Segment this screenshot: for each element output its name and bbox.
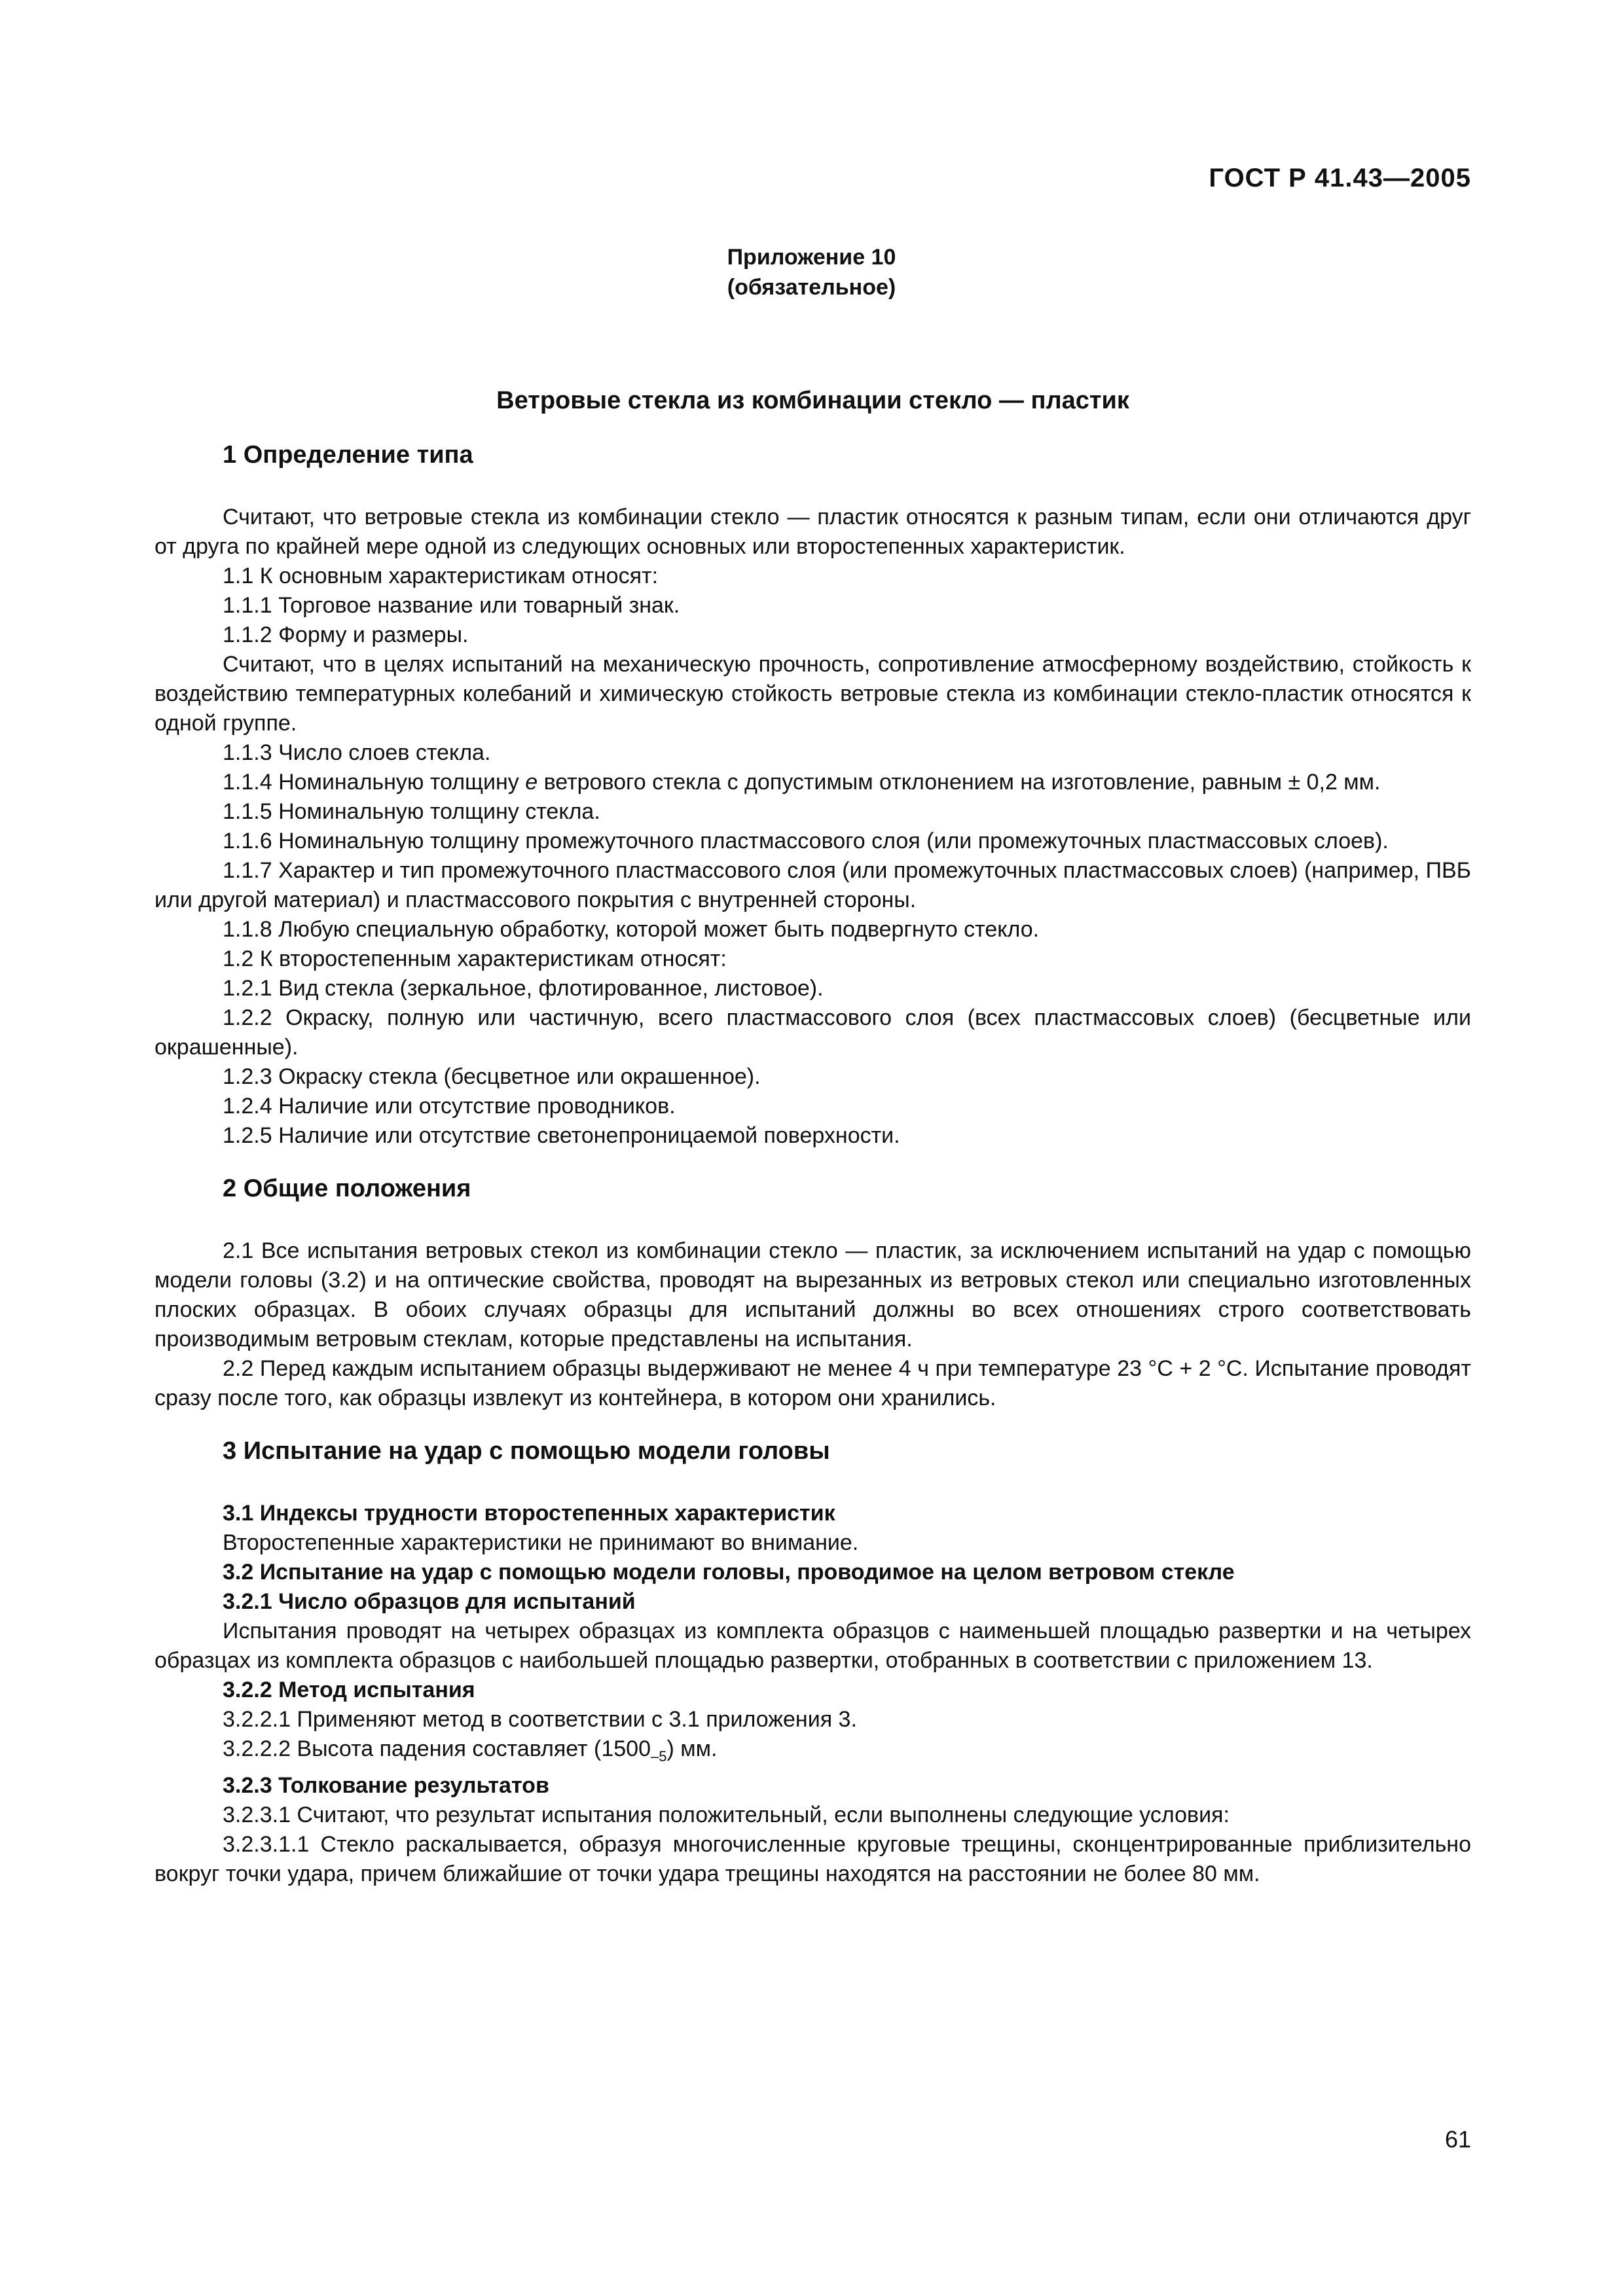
paragraph: 1.2 К второстепенным характеристикам относят: <box>223 946 727 971</box>
document-body <box>155 386 1471 1889</box>
paragraph: 2.2 Перед каждым испытанием образцы выдерживают не менее 4 ч при температуре 23 °С + 2 °С. Испытание проводят сразу после того, как образцы извлекут из контейнера, в котором они хранились. <box>155 1356 1471 1410</box>
text-run: ) мм. <box>666 1736 718 1761</box>
paragraph: 1.2.5 Наличие или отсутствие светонепроницаемой поверхности. <box>223 1123 900 1148</box>
section-2-heading: 2 Общие положения <box>223 1175 471 1202</box>
subsection-heading: 3.2.3 Толкование результатов <box>223 1773 549 1798</box>
paragraph: Испытания проводят на четырех образцах из комплекта образцов с наименьшей площадью развертки и на четырех образцах из комплекта образцов с наибольшей площадью развертки, отобранных в соответствии с приложением 13. <box>155 1619 1471 1673</box>
paragraph: Второстепенные характеристики не принимают во внимание. <box>223 1530 859 1555</box>
text-run: 3.2.2.2 Высота падения составляет (1500 <box>223 1736 651 1761</box>
thickness-symbol: е <box>525 770 538 795</box>
paragraph: Считают, что ветровые стекла из комбинации стекло — пластик относятся к разным типам, если они отличаются друг от друга по крайней мере одной из следующих основных или второстепенных характеристик. <box>155 505 1471 559</box>
paragraph: 1.1.8 Любую специальную обработку, которой может быть подвергнуто стекло. <box>223 917 1040 942</box>
paragraph: 1.2.1 Вид стекла (зеркальное, флотированное, листовое). <box>223 976 824 1001</box>
paragraph <box>155 768 1471 797</box>
subsection-heading: 3.2 Испытание на удар с помощью модели головы, проводимое на целом ветровом стекле <box>223 1560 1235 1585</box>
paragraph: 2.1 Все испытания ветровых стекол из комбинации стекло — пластик, за исключением испытаний на удар с помощью модели головы (3.2) и на оптические свойства, проводят на вырезанных из ветровых стекол или специально изготовленных плоских образцах. В обоих случаях образцы для испытаний должны во всех отношениях строго соответствовать производимым ветровым стеклам, которые представлены на испытания. <box>155 1238 1471 1352</box>
standard-designation: ГОСТ Р 41.43—2005 <box>1209 164 1471 192</box>
subsection-heading: 3.2.1 Число образцов для испытаний <box>223 1589 636 1614</box>
appendix-heading <box>0 242 1623 302</box>
paragraph: 1.1.6 Номинальную толщину промежуточного пластмассового слоя (или промежуточных пластмассовых слоев). <box>223 829 1389 853</box>
paragraph: 3.2.2.1 Применяют метод в соответствии с 3.1 приложения 3. <box>223 1707 857 1732</box>
page-number: 61 <box>1444 2126 1471 2153</box>
paragraph: 1.1.5 Номинальную толщину стекла. <box>223 799 600 824</box>
paragraph: 1.1.1 Торговое название или товарный знак. <box>223 593 680 618</box>
document-title: Ветровые стекла из комбинации стекло — пластик <box>496 387 1129 414</box>
section-1-heading: 1 Определение типа <box>223 441 473 469</box>
appendix-status: (обязательное) <box>727 275 896 300</box>
section-3-heading: 3 Испытание на удар с помощью модели головы <box>223 1437 830 1465</box>
subsection-heading: 3.2.2 Метод испытания <box>223 1677 475 1702</box>
appendix-label: Приложение 10 <box>727 245 896 270</box>
paragraph: 3.2.3.1 Считают, что результат испытания положительный, если выполнены следующие условия: <box>223 1803 1230 1827</box>
paragraph: 1.1.3 Число слоев стекла. <box>223 740 491 765</box>
paragraph: 1.2.4 Наличие или отсутствие проводников. <box>223 1094 676 1119</box>
paragraph <box>155 1734 1471 1771</box>
paragraph: 1.2.3 Окраску стекла (бесцветное или окрашенное). <box>223 1064 761 1089</box>
paragraph: 1.1.7 Характер и тип промежуточного пластмассового слоя (или промежуточных пластмассовых слоев) (например, ПВБ или другой материал) и пластмассового покрытия с внутренней стороны. <box>155 858 1471 912</box>
paragraph: 1.2.2 Окраску, полную или частичную, всего пластмассового слоя (всех пластмассовых слоев) (бесцветные или окрашенные). <box>155 1005 1471 1060</box>
paragraph: Считают, что в целях испытаний на механическую прочность, сопротивление атмосферному воздействию, стойкость к воздействию температурных колебаний и химическую стойкость ветровые стекла из комбинации стекло-пластик относятся к одной группе. <box>155 652 1471 736</box>
subsection-heading: 3.1 Индексы трудности второстепенных характеристик <box>223 1501 835 1526</box>
text-run: 1.1.4 Номинальную толщину <box>223 770 526 795</box>
paragraph: 1.1.2 Форму и размеры. <box>223 622 469 647</box>
text-run: ветрового стекла с допустимым отклонением на изготовление, равным ± 0,2 мм. <box>538 770 1381 795</box>
paragraph: 1.1 К основным характеристикам относят: <box>223 564 659 588</box>
paragraph: 3.2.3.1.1 Стекло раскалывается, образуя многочисленные круговые трещины, сконцентрированные приблизительно вокруг точки удара, причем ближайшие от точки удара трещины находятся на расстоянии не более 80 мм. <box>155 1832 1471 1886</box>
tolerance-subscript: –5 <box>651 1748 667 1765</box>
